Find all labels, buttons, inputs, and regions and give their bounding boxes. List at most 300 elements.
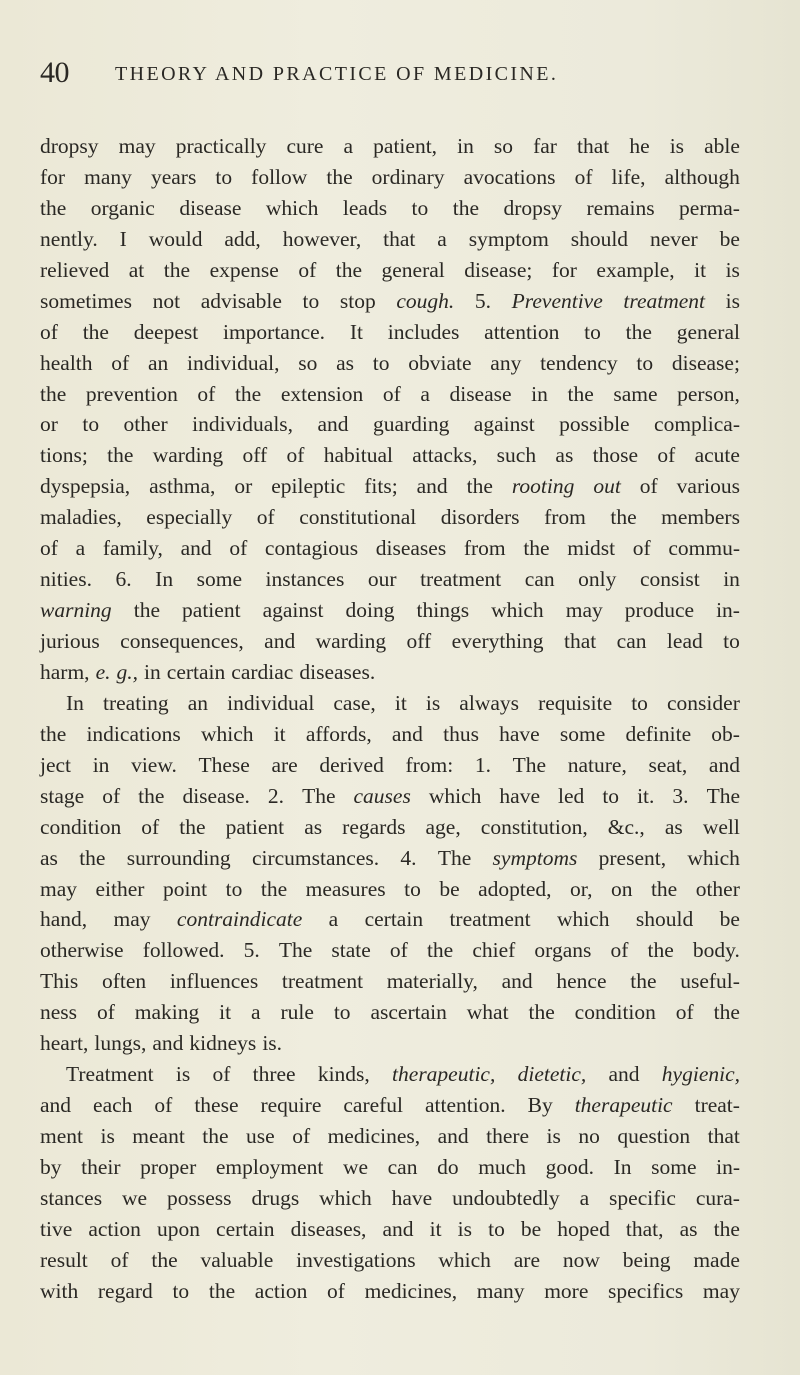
word: leads bbox=[342, 195, 388, 220]
word: of bbox=[639, 474, 658, 499]
word: a bbox=[75, 536, 86, 561]
word: to bbox=[411, 195, 429, 220]
word: prevention bbox=[85, 381, 178, 406]
word: action bbox=[254, 1278, 308, 1303]
word: individuals, bbox=[192, 412, 294, 437]
word: result bbox=[40, 1247, 88, 1272]
word: heart, bbox=[40, 1031, 89, 1056]
word: to bbox=[333, 1000, 351, 1025]
word: 5. bbox=[474, 288, 492, 313]
word: which bbox=[200, 721, 254, 746]
word: view. bbox=[131, 752, 177, 777]
word: jurious bbox=[40, 629, 100, 653]
word: tendency bbox=[540, 350, 618, 375]
word: disease; bbox=[464, 257, 533, 282]
word: of bbox=[326, 1278, 345, 1303]
word: of bbox=[389, 938, 408, 963]
text-line bbox=[40, 997, 740, 1028]
word: have bbox=[499, 721, 540, 746]
word: in- bbox=[716, 598, 740, 623]
word: should bbox=[570, 226, 629, 251]
word: which bbox=[491, 598, 544, 623]
word: thus bbox=[443, 721, 479, 746]
word: Preventive bbox=[511, 288, 603, 313]
word: many bbox=[84, 164, 132, 189]
word: certain bbox=[364, 907, 424, 932]
word: &c., bbox=[607, 814, 645, 839]
word: of bbox=[286, 443, 305, 468]
word: measures bbox=[305, 876, 386, 901]
word: everything bbox=[451, 629, 544, 653]
word: investigations bbox=[296, 1247, 416, 1272]
word: The bbox=[706, 783, 740, 808]
word: instances bbox=[265, 567, 345, 592]
word: practically bbox=[175, 134, 267, 158]
word: is bbox=[669, 134, 685, 158]
text-line bbox=[40, 688, 740, 719]
word: possible bbox=[559, 412, 630, 437]
text-line bbox=[40, 935, 740, 966]
word: These bbox=[198, 752, 250, 777]
word: the bbox=[202, 1124, 229, 1148]
word: of bbox=[292, 1124, 311, 1148]
word: for bbox=[551, 257, 577, 282]
word: some bbox=[196, 567, 242, 592]
word: epileptic bbox=[271, 474, 346, 499]
word: point bbox=[162, 876, 208, 901]
word: often bbox=[101, 969, 147, 994]
word: to bbox=[636, 350, 654, 375]
word: things bbox=[416, 598, 470, 623]
word: an bbox=[147, 350, 169, 375]
word: is. bbox=[262, 1031, 283, 1056]
word: off bbox=[406, 629, 432, 653]
word: and bbox=[708, 752, 740, 777]
word: rule bbox=[280, 1000, 314, 1025]
word: the bbox=[40, 381, 67, 406]
word: the bbox=[79, 845, 106, 870]
word: good. bbox=[545, 1154, 594, 1179]
word: follow bbox=[251, 164, 308, 189]
word: disease bbox=[179, 195, 242, 220]
word: kidneys bbox=[189, 1031, 257, 1056]
word: kinds, bbox=[317, 1062, 370, 1087]
word: individual bbox=[227, 690, 315, 715]
word: tive bbox=[40, 1216, 73, 1241]
body-text bbox=[40, 131, 740, 1307]
word: and bbox=[40, 1093, 72, 1118]
word: and bbox=[180, 536, 212, 561]
word: warning bbox=[40, 598, 112, 623]
word: out bbox=[593, 474, 621, 499]
word: have bbox=[499, 783, 541, 808]
word: although bbox=[664, 164, 740, 189]
word: and bbox=[317, 412, 349, 437]
word: age, bbox=[425, 814, 461, 839]
word: avocations bbox=[463, 164, 556, 189]
word: are bbox=[271, 752, 298, 777]
word: use bbox=[246, 1124, 275, 1148]
word: may bbox=[40, 876, 78, 901]
word: extension bbox=[280, 381, 364, 406]
word: Treatment bbox=[66, 1062, 154, 1087]
word: the bbox=[625, 319, 652, 344]
text-line bbox=[40, 564, 740, 595]
word: for bbox=[40, 164, 66, 189]
word: regard bbox=[97, 1278, 153, 1303]
word: cough. bbox=[396, 288, 455, 313]
word: have bbox=[391, 1185, 433, 1210]
word: which bbox=[265, 195, 319, 220]
page-header bbox=[40, 53, 760, 93]
word: to bbox=[584, 319, 601, 344]
word: no bbox=[578, 1124, 600, 1148]
word: are bbox=[513, 1247, 541, 1272]
word: dietetic, bbox=[517, 1062, 587, 1087]
word: of bbox=[40, 319, 58, 344]
word: that, bbox=[625, 1216, 664, 1241]
text-line bbox=[40, 162, 740, 193]
word: of bbox=[574, 164, 593, 189]
word: consider bbox=[667, 690, 740, 715]
word: requisite bbox=[538, 690, 613, 715]
word: to bbox=[82, 412, 100, 437]
word: and bbox=[501, 969, 533, 994]
word: indications bbox=[86, 721, 181, 746]
text-line bbox=[40, 843, 740, 874]
word: 5. bbox=[243, 938, 260, 963]
word: ness bbox=[40, 1000, 78, 1025]
word: disorders bbox=[440, 505, 520, 530]
word: the bbox=[163, 257, 191, 282]
text-line bbox=[40, 1059, 740, 1090]
word: I bbox=[119, 226, 127, 251]
word: obviate bbox=[408, 350, 472, 375]
word: 3. bbox=[672, 783, 689, 808]
word: drugs bbox=[251, 1185, 300, 1210]
word: to bbox=[602, 783, 620, 808]
word: the bbox=[630, 969, 657, 994]
word: to bbox=[215, 164, 233, 189]
word: In bbox=[613, 1154, 632, 1179]
word: attention bbox=[484, 319, 560, 344]
word: of bbox=[154, 1093, 173, 1118]
word: chief bbox=[472, 938, 516, 963]
word: upon bbox=[156, 1216, 200, 1241]
word: certain bbox=[166, 659, 226, 684]
word: those bbox=[592, 443, 639, 468]
word: present, bbox=[598, 845, 667, 870]
word: The bbox=[437, 845, 472, 870]
word: the bbox=[326, 164, 353, 189]
word: action bbox=[88, 1216, 141, 1241]
word: attention. bbox=[425, 1093, 506, 1118]
word: life, bbox=[611, 164, 646, 189]
word: members bbox=[661, 505, 740, 530]
word: the bbox=[107, 443, 134, 468]
word: hygienic, bbox=[661, 1062, 740, 1087]
word: diseases, bbox=[290, 1216, 367, 1241]
word: of bbox=[657, 443, 676, 468]
word: to bbox=[488, 1216, 505, 1241]
word: contagious bbox=[264, 536, 359, 561]
word: therapeutic, bbox=[392, 1062, 496, 1087]
word: which bbox=[319, 1185, 372, 1210]
word: on bbox=[610, 876, 633, 901]
word: of bbox=[102, 783, 121, 808]
word: is bbox=[457, 1216, 473, 1241]
word: off bbox=[242, 443, 268, 468]
word: general bbox=[381, 257, 445, 282]
word: patient bbox=[182, 598, 241, 623]
word: nature, bbox=[567, 752, 627, 777]
word: of bbox=[111, 350, 130, 375]
word: specific bbox=[609, 1185, 676, 1210]
word: circumstances. bbox=[251, 845, 380, 870]
word: warding bbox=[315, 629, 387, 653]
word: harm, bbox=[40, 659, 90, 684]
word: various bbox=[676, 474, 740, 499]
word: therapeutic bbox=[574, 1093, 673, 1118]
word: definite bbox=[625, 721, 692, 746]
word: many bbox=[476, 1278, 525, 1303]
word: of bbox=[298, 257, 317, 282]
word: the bbox=[82, 319, 109, 344]
word: specifics bbox=[608, 1278, 684, 1303]
word: treat- bbox=[694, 1093, 740, 1118]
word: in bbox=[92, 752, 110, 777]
word: the bbox=[528, 1000, 555, 1025]
word: add, bbox=[224, 226, 261, 251]
word: the bbox=[234, 381, 262, 406]
word: is bbox=[175, 1062, 191, 1087]
word: produce bbox=[624, 598, 695, 623]
text-line bbox=[40, 812, 740, 843]
text-line bbox=[40, 348, 740, 379]
word: made bbox=[693, 1247, 740, 1272]
word: the bbox=[260, 876, 288, 901]
word: is bbox=[725, 288, 740, 313]
word: organs bbox=[534, 938, 592, 963]
word: what bbox=[466, 1000, 509, 1025]
word: of bbox=[40, 536, 58, 561]
word: advisable bbox=[200, 288, 282, 313]
word: these bbox=[194, 1093, 239, 1118]
word: individual, bbox=[186, 350, 280, 375]
word: constitutional bbox=[299, 505, 417, 530]
word: other bbox=[695, 876, 740, 901]
word: valuable bbox=[200, 1247, 274, 1272]
word: of bbox=[632, 536, 651, 561]
word: ordinary bbox=[371, 164, 445, 189]
word: nently. bbox=[40, 226, 98, 251]
word: consequences, bbox=[120, 629, 244, 653]
text-line bbox=[40, 1276, 740, 1307]
word: may bbox=[565, 598, 603, 623]
word: certain bbox=[216, 1216, 275, 1241]
word: or bbox=[234, 474, 253, 499]
word: a bbox=[437, 226, 447, 251]
word: it bbox=[394, 690, 407, 715]
text-line bbox=[40, 409, 740, 440]
text-line bbox=[40, 533, 740, 564]
text-line bbox=[40, 502, 740, 533]
word: materially, bbox=[386, 969, 478, 994]
word: always bbox=[459, 690, 519, 715]
word: disease. bbox=[182, 783, 250, 808]
word: deepest bbox=[133, 319, 199, 344]
word: treatment bbox=[449, 907, 531, 932]
text-line bbox=[40, 193, 740, 224]
word: symptom bbox=[468, 226, 549, 251]
word: lungs, bbox=[94, 1031, 147, 1056]
word: may bbox=[118, 134, 156, 158]
word: person, bbox=[677, 381, 740, 406]
word: any bbox=[490, 350, 522, 375]
word: to bbox=[404, 876, 421, 901]
word: of bbox=[197, 381, 216, 406]
word: that bbox=[707, 1124, 740, 1148]
word: diseases bbox=[375, 536, 447, 561]
word: patient, bbox=[373, 134, 438, 158]
word: be bbox=[719, 226, 740, 251]
word: the bbox=[208, 1278, 236, 1303]
word: much bbox=[478, 1154, 526, 1179]
word: tions; bbox=[40, 443, 88, 468]
word: consist bbox=[639, 567, 700, 592]
text-line bbox=[40, 255, 740, 286]
word: or bbox=[40, 412, 58, 437]
word: such bbox=[496, 443, 537, 468]
word: This bbox=[40, 969, 79, 994]
word: some bbox=[651, 1154, 697, 1179]
word: asthma, bbox=[149, 474, 216, 499]
text-line bbox=[40, 781, 740, 812]
word: doing bbox=[345, 598, 395, 623]
word: as bbox=[40, 845, 58, 870]
word: the bbox=[610, 505, 637, 530]
word: which bbox=[556, 907, 610, 932]
word: includes bbox=[387, 319, 460, 344]
word: treatment bbox=[623, 288, 706, 313]
word: rooting bbox=[511, 474, 575, 499]
word: do bbox=[437, 1154, 459, 1179]
word: some bbox=[559, 721, 606, 746]
word: complica- bbox=[654, 412, 740, 437]
word: stop bbox=[339, 288, 376, 313]
word: ject bbox=[40, 752, 72, 777]
word: medicines, bbox=[327, 1124, 421, 1148]
text-line bbox=[40, 131, 740, 162]
word: may bbox=[113, 907, 151, 932]
word: the bbox=[713, 1000, 740, 1025]
word: It bbox=[349, 319, 363, 344]
word: disease bbox=[449, 381, 512, 406]
word: state bbox=[331, 938, 371, 963]
word: as bbox=[555, 443, 574, 468]
word: derived bbox=[319, 752, 384, 777]
word: the bbox=[40, 195, 67, 220]
word: be bbox=[439, 876, 460, 901]
word: a bbox=[343, 134, 354, 158]
word: may bbox=[702, 1278, 740, 1303]
word: a bbox=[579, 1185, 590, 1210]
word: By bbox=[527, 1093, 553, 1118]
word: relieved bbox=[40, 257, 110, 282]
word: disease; bbox=[671, 350, 740, 375]
word: to bbox=[372, 350, 390, 375]
word: as bbox=[336, 350, 355, 375]
word: so bbox=[298, 350, 318, 375]
word: which bbox=[687, 845, 740, 870]
word: family, bbox=[102, 536, 163, 561]
text-line bbox=[40, 1183, 740, 1214]
word: which bbox=[438, 1247, 491, 1272]
word: in bbox=[457, 134, 474, 158]
word: guarding bbox=[372, 412, 450, 437]
word: ment bbox=[40, 1124, 83, 1148]
text-line bbox=[40, 440, 740, 471]
word: would bbox=[148, 226, 203, 251]
word: dropsy bbox=[503, 195, 563, 220]
word: In bbox=[66, 690, 84, 715]
word: The bbox=[302, 783, 336, 808]
word: patient bbox=[225, 814, 285, 839]
word: that bbox=[577, 134, 610, 158]
word: meant bbox=[132, 1124, 185, 1148]
text-line bbox=[40, 379, 740, 410]
word: maladies, bbox=[40, 505, 122, 530]
word: treating bbox=[103, 690, 169, 715]
text-line bbox=[40, 1090, 740, 1121]
word: is bbox=[100, 1124, 115, 1148]
text-line bbox=[40, 966, 740, 997]
word: undoubtedly bbox=[452, 1185, 560, 1210]
word: stances bbox=[40, 1185, 103, 1210]
word: question bbox=[617, 1124, 691, 1148]
word: especially bbox=[146, 505, 233, 530]
word: he bbox=[629, 134, 650, 158]
word: of bbox=[96, 1000, 115, 1025]
word: cure bbox=[286, 134, 324, 158]
word: dyspepsia, bbox=[40, 474, 131, 499]
word: of bbox=[141, 814, 160, 839]
word: the bbox=[452, 195, 480, 220]
word: in bbox=[531, 381, 548, 406]
word: and bbox=[152, 1031, 184, 1056]
text-line bbox=[40, 224, 740, 255]
word: is bbox=[546, 1124, 561, 1148]
word: medicines, bbox=[364, 1278, 458, 1303]
word: the bbox=[151, 1247, 178, 1272]
word: in bbox=[723, 567, 740, 592]
word: symptoms bbox=[492, 845, 578, 870]
word: remains bbox=[586, 195, 655, 220]
word: case, bbox=[333, 690, 376, 715]
word: only bbox=[578, 567, 617, 592]
word: dropsy bbox=[40, 134, 99, 158]
word: 4. bbox=[400, 845, 417, 870]
word: regards bbox=[342, 814, 406, 839]
word: now bbox=[562, 1247, 600, 1272]
word: that bbox=[383, 226, 416, 251]
running-title: THEORY AND PRACTICE OF MEDICINE. bbox=[115, 63, 559, 85]
word: example, bbox=[596, 257, 675, 282]
word: making bbox=[134, 1000, 200, 1025]
word: lead bbox=[666, 629, 703, 653]
word: more bbox=[544, 1278, 589, 1303]
word: 6. bbox=[115, 567, 132, 592]
